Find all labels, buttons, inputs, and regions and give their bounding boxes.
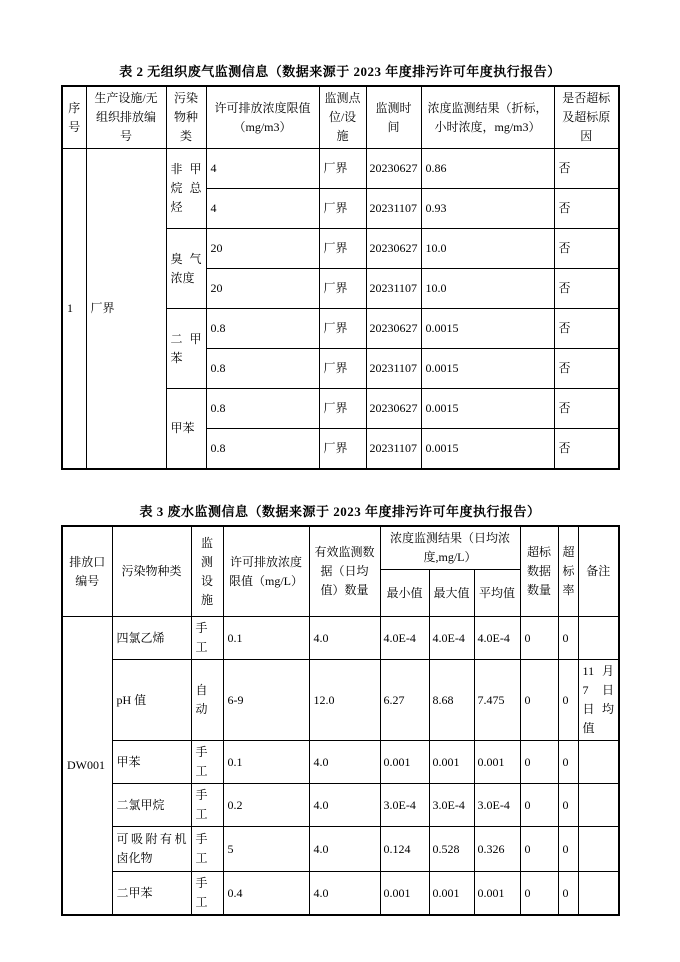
t2-cell-point: 厂界: [319, 149, 366, 189]
t3-cell-min: 0.001: [380, 872, 429, 916]
t3-cell-limit: 0.2: [223, 784, 309, 827]
t3-cell-min: 4.0E-4: [380, 617, 429, 660]
t2-cell-time: 20230627: [366, 149, 421, 189]
table-header-row: [62, 86, 619, 149]
table-row: [62, 741, 619, 784]
t3-cell-remark: [578, 741, 619, 784]
t2-cell-limit: 0.8: [206, 429, 319, 469]
t3-cell-avg: 0.001: [474, 741, 520, 784]
t2-cell-result: 0.0015: [421, 429, 554, 469]
t3-header-valid: 有效监测数据（日均值）数量: [309, 526, 380, 617]
t3-cell-exceed-count: 0: [520, 741, 558, 784]
t3-cell-method: 手工: [191, 784, 223, 827]
t2-cell-result: 10.0: [421, 229, 554, 269]
t3-cell-method: 手工: [191, 741, 223, 784]
t2-cell-exceed: 否: [554, 309, 619, 349]
table-row: [62, 617, 619, 660]
t3-cell-max: 0.528: [429, 827, 474, 872]
t3-header-min: 最小值: [380, 570, 429, 617]
t3-header-remark: 备注: [578, 526, 619, 617]
t2-header-seq: 序号: [62, 86, 86, 149]
t3-cell-remark: [578, 872, 619, 916]
t3-cell-pollutant: 二氯甲烷: [112, 784, 191, 827]
t2-cell-time: 20230627: [366, 389, 421, 429]
t2-header-facility: 生产设施/无组织排放编号: [86, 86, 166, 149]
t3-cell-valid: 4.0: [309, 827, 380, 872]
t2-header-pollutant: 污染物种类: [166, 86, 206, 149]
t3-cell-remark: [578, 827, 619, 872]
t3-cell-avg: 0.326: [474, 827, 520, 872]
t2-cell-time: 20231107: [366, 269, 421, 309]
t2-header-point: 监测点位/设施: [319, 86, 366, 149]
t3-cell-exceed-rate: 0: [558, 872, 578, 916]
t2-cell-limit: 20: [206, 229, 319, 269]
t3-cell-max: 4.0E-4: [429, 617, 474, 660]
t3-cell-valid: 4.0: [309, 872, 380, 916]
t3-cell-exceed-count: 0: [520, 872, 558, 916]
t3-cell-max: 3.0E-4: [429, 784, 474, 827]
t2-cell-result: 0.0015: [421, 349, 554, 389]
t2-cell-limit: 4: [206, 149, 319, 189]
t3-cell-method: 手工: [191, 827, 223, 872]
t2-cell-result: 10.0: [421, 269, 554, 309]
t3-cell-exceed-rate: 0: [558, 741, 578, 784]
t2-cell-point: 厂界: [319, 189, 366, 229]
t3-header-outlet: 排放口编号: [62, 526, 112, 617]
t3-cell-exceed-rate: 0: [558, 827, 578, 872]
t2-cell-time: 20230627: [366, 309, 421, 349]
t2-cell-seq: 1: [62, 149, 86, 469]
table2-title: 表 2 无组织废气监测信息（数据来源于 2023 年度排污许可年度执行报告）: [119, 64, 561, 79]
t3-header-result-group: 浓度监测结果（日均浓度,mg/L）: [380, 526, 520, 570]
t3-cell-min: 3.0E-4: [380, 784, 429, 827]
t3-cell-remark: [578, 617, 619, 660]
t3-header-exceed-rate: 超标率: [558, 526, 578, 617]
t2-cell-exceed: 否: [554, 269, 619, 309]
t2-cell-limit: 0.8: [206, 309, 319, 349]
t2-cell-time: 20231107: [366, 429, 421, 469]
t3-cell-exceed-rate: 0: [558, 617, 578, 660]
t3-cell-exceed-rate: 0: [558, 784, 578, 827]
t3-cell-exceed-count: 0: [520, 660, 558, 741]
t3-cell-avg: 4.0E-4: [474, 617, 520, 660]
t3-cell-min: 6.27: [380, 660, 429, 741]
t3-header-method: 监测设施: [191, 526, 223, 617]
t3-cell-limit: 0.1: [223, 741, 309, 784]
t2-header-time: 监测时间: [366, 86, 421, 149]
t2-cell-result: 0.0015: [421, 389, 554, 429]
t3-cell-exceed-count: 0: [520, 827, 558, 872]
t2-header-limit: 许可排放浓度限值（mg/m3）: [206, 86, 319, 149]
t2-cell-exceed: 否: [554, 229, 619, 269]
t3-header-limit: 许可排放浓度限值（mg/L）: [223, 526, 309, 617]
t3-cell-limit: 6-9: [223, 660, 309, 741]
t2-cell-exceed: 否: [554, 189, 619, 229]
t3-cell-remark: [578, 784, 619, 827]
t3-header-exceed-count: 超标数据数量: [520, 526, 558, 617]
t2-cell-exceed: 否: [554, 389, 619, 429]
t3-cell-min: 0.001: [380, 741, 429, 784]
t2-cell-result: 0.86: [421, 149, 554, 189]
t2-header-exceed: 是否超标及超标原因: [554, 86, 619, 149]
table-row: [62, 827, 619, 872]
t3-cell-method: 自动: [191, 660, 223, 741]
t3-cell-avg: 0.001: [474, 872, 520, 916]
t2-cell-limit: 4: [206, 189, 319, 229]
table-header-row: [62, 526, 619, 570]
table-row: [62, 784, 619, 827]
t3-cell-valid: 4.0: [309, 741, 380, 784]
t3-cell-exceed-rate: 0: [558, 660, 578, 741]
t2-cell-time: 20231107: [366, 189, 421, 229]
t2-cell-point: 厂界: [319, 349, 366, 389]
t2-cell-point: 厂界: [319, 269, 366, 309]
t2-cell-pollutant: 臭气浓度: [166, 229, 206, 309]
t2-cell-facility: 厂界: [86, 149, 166, 469]
t2-header-result: 浓度监测结果（折标，小时浓度，mg/m3）: [421, 86, 554, 149]
t2-cell-point: 厂界: [319, 389, 366, 429]
t3-cell-pollutant: 可吸附有机卤化物: [112, 827, 191, 872]
table-row: [62, 872, 619, 916]
t3-cell-method: 手工: [191, 872, 223, 916]
t2-cell-point: 厂界: [319, 229, 366, 269]
t2-cell-time: 20230627: [366, 229, 421, 269]
t3-header-pollutant: 污染物种类: [112, 526, 191, 617]
t3-cell-avg: 3.0E-4: [474, 784, 520, 827]
t2-cell-point: 厂界: [319, 309, 366, 349]
t2-cell-exceed: 否: [554, 429, 619, 469]
t3-cell-pollutant: 甲苯: [112, 741, 191, 784]
t2-cell-point: 厂界: [319, 429, 366, 469]
t2-cell-limit: 0.8: [206, 389, 319, 429]
t3-cell-max: 0.001: [429, 872, 474, 916]
t2-cell-pollutant: 二甲苯: [166, 309, 206, 389]
t3-cell-valid: 4.0: [309, 617, 380, 660]
table-row: [62, 660, 619, 741]
t2-cell-limit: 20: [206, 269, 319, 309]
t3-cell-valid: 12.0: [309, 660, 380, 741]
t2-cell-limit: 0.8: [206, 349, 319, 389]
t2-cell-pollutant: 非甲烷总烃: [166, 149, 206, 229]
t3-cell-exceed-count: 0: [520, 617, 558, 660]
t3-cell-pollutant: 四氯乙烯: [112, 617, 191, 660]
t3-cell-min: 0.124: [380, 827, 429, 872]
t3-cell-outlet: DW001: [62, 617, 112, 916]
table3-title: 表 3 废水监测信息（数据来源于 2023 年度排污许可年度执行报告）: [139, 504, 541, 519]
gas-monitoring-table: [61, 85, 620, 470]
t3-cell-limit: 5: [223, 827, 309, 872]
table-row: [62, 149, 619, 189]
t3-cell-method: 手工: [191, 617, 223, 660]
t2-cell-exceed: 否: [554, 349, 619, 389]
t3-header-max: 最大值: [429, 570, 474, 617]
t3-cell-avg: 7.475: [474, 660, 520, 741]
t3-cell-pollutant: pH 值: [112, 660, 191, 741]
t3-cell-max: 0.001: [429, 741, 474, 784]
t3-cell-max: 8.68: [429, 660, 474, 741]
t3-cell-limit: 0.1: [223, 617, 309, 660]
t3-cell-valid: 4.0: [309, 784, 380, 827]
t2-cell-result: 0.93: [421, 189, 554, 229]
t2-cell-result: 0.0015: [421, 309, 554, 349]
wastewater-monitoring-table: [61, 525, 620, 916]
t3-cell-exceed-count: 0: [520, 784, 558, 827]
t3-cell-limit: 0.4: [223, 872, 309, 916]
t3-cell-remark: 11 月 7 日日均值: [578, 660, 619, 741]
t2-cell-exceed: 否: [554, 149, 619, 189]
t3-cell-pollutant: 二甲苯: [112, 872, 191, 916]
t2-cell-time: 20231107: [366, 349, 421, 389]
t2-cell-pollutant: 甲苯: [166, 389, 206, 469]
t3-header-avg: 平均值: [474, 570, 520, 617]
